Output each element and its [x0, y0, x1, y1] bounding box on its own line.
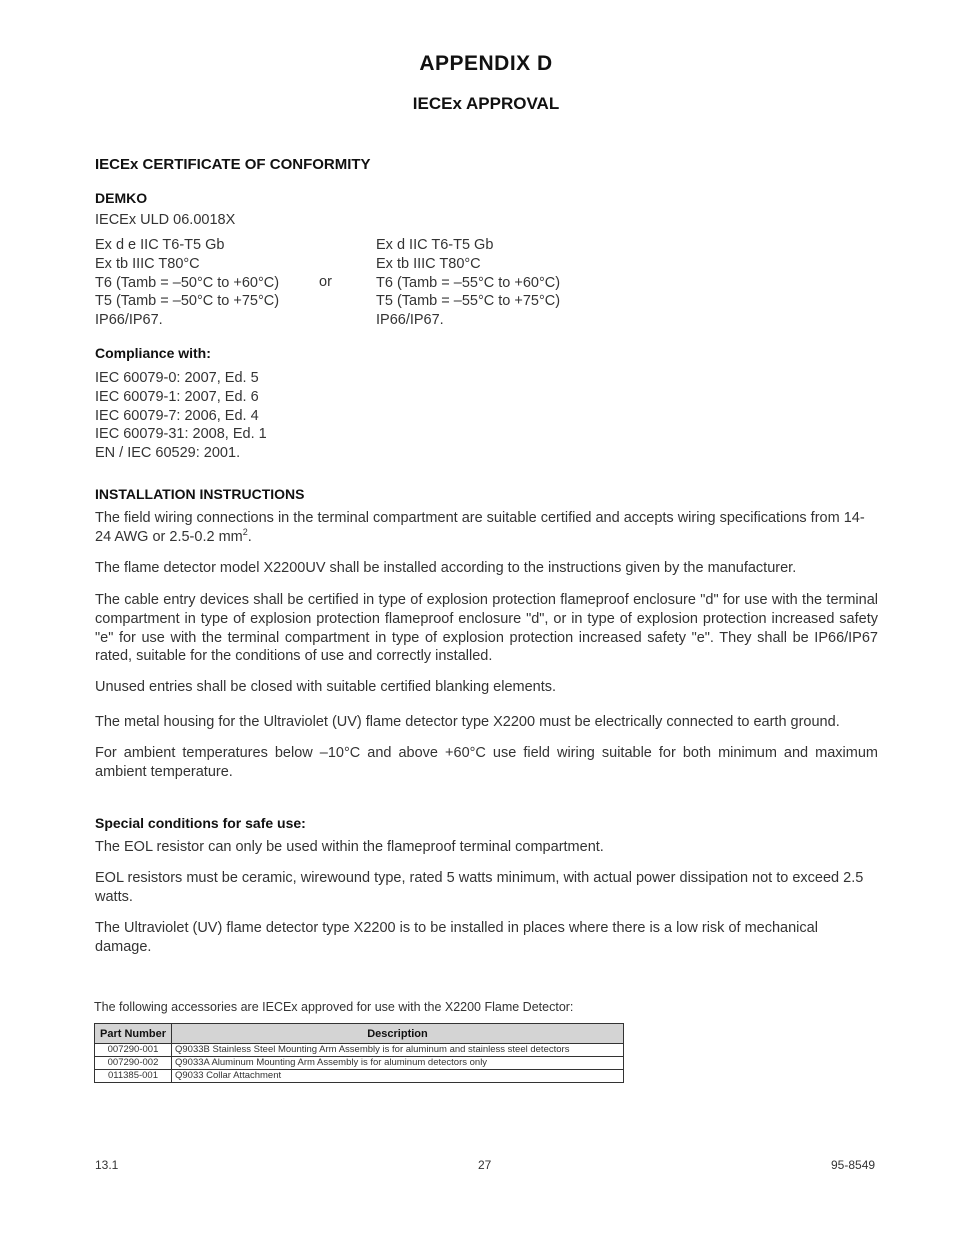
table-header-row	[95, 1024, 624, 1044]
part-number-cell: 007290-001	[95, 1044, 172, 1057]
footer-revision: 13.1	[95, 1158, 119, 1172]
marking-left	[95, 236, 279, 330]
standard-item: IEC 60079-31: 2008, Ed. 1	[95, 426, 267, 443]
table-row	[95, 1070, 624, 1083]
description-cell: Q9033B Stainless Steel Mounting Arm Assembly is for aluminum and stainless steel detectors	[172, 1044, 624, 1057]
certificate-heading: IECEx CERTIFICATE OF CONFORMITY	[95, 156, 371, 173]
accessories-intro: The following accessories are IECEx approved for use with the X2200 Flame Detector:	[94, 1000, 574, 1014]
marking-line: IP66/IP67.	[95, 312, 163, 329]
accessories-table	[94, 1023, 624, 1083]
or-label: or	[319, 274, 332, 290]
paragraph-text: The field wiring connections in the terminal compartment are suitable certified and accepts wiring specifications from 14-24 AWG or 2.5-0.2 mm	[95, 510, 865, 545]
compliance-heading: Compliance with:	[95, 345, 211, 361]
marking-right	[376, 236, 560, 330]
special-paragraph: The EOL resistor can only be used within the flameproof terminal compartment.	[95, 839, 604, 855]
part-number-cell: 011385-001	[95, 1070, 172, 1083]
part-number-cell: 007290-002	[95, 1057, 172, 1070]
special-conditions-heading: Special conditions for safe use:	[95, 815, 306, 831]
marking-line: Ex d e IIC T6-T5 Gb	[95, 237, 225, 253]
column-header-description: Description	[172, 1024, 624, 1044]
special-paragraph: EOL resistors must be ceramic, wirewound type, rated 5 watts minimum, with actual power dissipation not to exceed 2.5 watts.	[95, 870, 864, 905]
installation-paragraph: Unused entries shall be closed with suitable certified blanking elements.	[95, 679, 557, 695]
marking-line: T5 (Tamb = –50°C to +75°C)	[95, 293, 280, 310]
footer-page-number: 27	[478, 1158, 492, 1172]
footer-document-number: 95-8549	[831, 1158, 876, 1172]
paragraph-end: .	[247, 528, 252, 545]
marking-line: Ex d IIC T6-T5 Gb	[376, 237, 494, 253]
page-subtitle: IECEx APPROVAL	[412, 94, 560, 113]
certifying-body: DEMKO	[95, 190, 148, 206]
compliance-list	[95, 369, 267, 463]
installation-paragraph	[95, 509, 878, 547]
certificate-number: IECEx ULD 06.0018X	[95, 212, 236, 228]
appendix-title: APPENDIX D	[419, 52, 553, 75]
special-paragraph: The Ultraviolet (UV) flame detector type X2200 is to be installed in places where there is a low risk of mechanical damage.	[95, 920, 818, 955]
marking-line: T6 (Tamb = –50°C to +60°C)	[95, 274, 280, 291]
marking-line: Ex tb IIIC T80°C	[95, 255, 200, 272]
installation-paragraph: The flame detector model X2200UV shall be installed according to the instructions given by the manufacturer.	[95, 560, 797, 576]
marking-line: Ex tb IIIC T80°C	[376, 255, 481, 272]
table-row	[95, 1044, 624, 1057]
standard-item: IEC 60079-7: 2006, Ed. 4	[95, 407, 259, 424]
standard-item: IEC 60079-1: 2007, Ed. 6	[95, 388, 259, 405]
installation-heading: INSTALLATION INSTRUCTIONS	[95, 486, 305, 502]
marking-line: IP66/IP67.	[376, 312, 444, 329]
standard-item: IEC 60079-0: 2007, Ed. 5	[95, 370, 259, 386]
standard-item: EN / IEC 60529: 2001.	[95, 445, 241, 462]
marking-line: T5 (Tamb = –55°C to +75°C)	[376, 293, 561, 310]
marking-line: T6 (Tamb = –55°C to +60°C)	[376, 274, 561, 291]
superscript: 2	[242, 526, 248, 537]
installation-paragraph: The cable entry devices shall be certified in type of explosion protection flameproof enclosure "d" for use with the terminal compartment in type of explosion protection flameproof enclosure "d", or in type of explosion protection increased safety "e" for use with the terminal compartment in type of explosion protection increased safety "e". They shall be IP66/IP67 rated, suitable for the conditions of use and correctly installed.	[95, 592, 878, 665]
table-row	[95, 1057, 624, 1070]
description-cell: Q9033A Aluminum Mounting Arm Assembly is for aluminum detectors only	[172, 1057, 624, 1070]
installation-paragraph: The metal housing for the Ultraviolet (UV) flame detector type X2200 must be electrically connected to earth ground.	[95, 714, 840, 730]
description-cell: Q9033 Collar Attachment	[172, 1070, 624, 1083]
column-header-part-number: Part Number	[95, 1024, 172, 1044]
installation-paragraph: For ambient temperatures below –10°C and above +60°C use field wiring suitable for both minimum and maximum ambient temperature.	[95, 745, 878, 780]
